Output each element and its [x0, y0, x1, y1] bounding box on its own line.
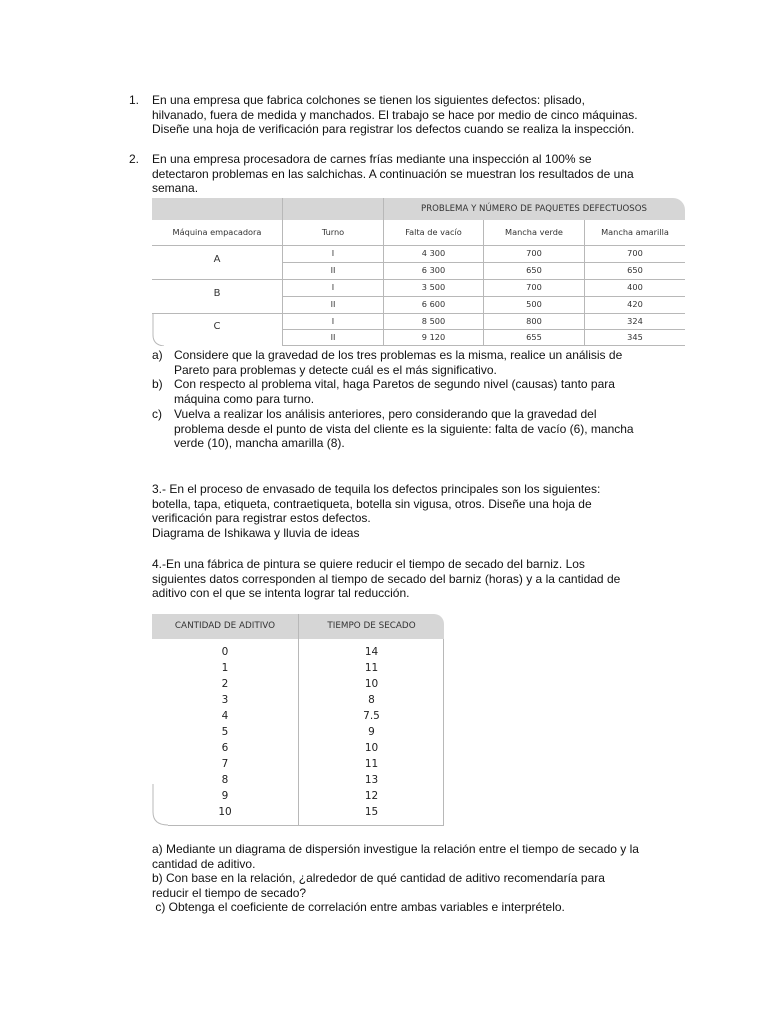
cell-verde: 700	[526, 248, 542, 258]
cell-aditivo: 10	[218, 806, 232, 818]
cell-verde: 500	[526, 299, 542, 309]
q4-parts	[152, 842, 722, 915]
col-header-verde: Mancha verde	[505, 227, 563, 237]
cell-aditivo: 8	[221, 774, 229, 786]
table-corner-decoration	[152, 313, 172, 346]
defects-table	[152, 198, 685, 346]
cell-secado: 10	[364, 678, 379, 690]
table-divider	[152, 313, 685, 314]
cell-aditivo: 7	[221, 758, 229, 770]
q2-subitem-line: verde (10), mancha amarilla (8).	[174, 436, 345, 451]
cell-falta: 6 600	[421, 299, 446, 309]
cell-secado: 15	[364, 806, 379, 818]
q2-subitem-line: problema desde el punto de vista del cliente es la siguiente: falta de vacío (6), mancha	[174, 421, 634, 436]
cell-turno: I	[331, 282, 335, 292]
aditivo-table	[152, 614, 444, 826]
q2-subitem-line: Vuelva a realizar los análisis anteriores, pero considerando que la gravedad del	[174, 407, 597, 421]
q3-line: verificación para registrar estos defectos.	[152, 511, 371, 526]
q1-number: 1.	[129, 93, 140, 107]
q2-line: detectaron problemas en las salchichas. A continuación se muestran los resultados de una	[152, 166, 634, 181]
q4-part-line: cantidad de aditivo.	[152, 856, 256, 871]
cell-amarilla: 420	[627, 299, 643, 309]
q3-line: botella, tapa, etiqueta, contraetiqueta, botella sin vigusa, otros. Diseñe una hoja de	[152, 496, 592, 511]
cell-aditivo: 3	[221, 694, 229, 706]
cell-secado: 7.5	[363, 710, 380, 722]
cell-aditivo: 6	[221, 742, 229, 754]
q2-subitem-label: b)	[152, 377, 163, 391]
cell-amarilla: 400	[627, 282, 643, 292]
cell-secado: 11	[364, 662, 379, 674]
q2-subitem-line: máquina como para turno.	[174, 391, 315, 406]
q4-part-line: c) Obtenga el coeficiente de correlación entre ambas variables e interprételo.	[152, 900, 565, 915]
defects-table-group-header: PROBLEMA Y NÚMERO DE PAQUETES DEFECTUOSOS	[421, 204, 647, 214]
q2-subitem-a	[174, 348, 694, 377]
q3-line: Diagrama de Ishikawa y lluvia de ideas	[152, 525, 360, 540]
q4-part-line: a) Mediante un diagrama de dispersión investigue la relación entre el tiempo de secado y la	[152, 842, 639, 856]
q2-subitem-line: Pareto para problemas y detecte cuál es el más significativo.	[174, 362, 497, 377]
q4-part-line: reducir el tiempo de secado?	[152, 885, 307, 900]
col-header-secado: TIEMPO DE SECADO	[327, 621, 416, 631]
cell-falta: 9 120	[421, 332, 446, 342]
q2-subitem-line: Con respecto al problema vital, haga Paretos de segundo nivel (causas) tanto para	[174, 377, 615, 391]
cell-secado: 14	[364, 646, 379, 658]
q2-line: semana.	[152, 181, 199, 196]
cell-aditivo: 5	[221, 726, 229, 738]
cell-turno: I	[331, 248, 335, 258]
table-divider	[282, 262, 685, 263]
q4-line: siguientes datos corresponden al tiempo de secado del barniz (horas) y a la cantidad de	[152, 571, 621, 586]
q1-line: Diseñe una hoja de verificación para registrar los defectos cuando se realiza la inspección.	[152, 122, 635, 137]
cell-secado: 8	[368, 694, 375, 706]
q4-line: 4.-En una fábrica de pintura se quiere reducir el tiempo de secado del barniz. Los	[152, 557, 585, 571]
cell-secado: 11	[364, 758, 379, 770]
cell-falta: 3 500	[421, 282, 446, 292]
col-header-falta: Falta de vacío	[405, 227, 462, 237]
col-header-aditivo: CANTIDAD DE ADITIVO	[174, 621, 276, 631]
q2-subitem-label: a)	[152, 348, 163, 362]
table-divider	[282, 329, 685, 330]
cell-turno: II	[330, 265, 336, 275]
cell-aditivo: 1	[221, 662, 229, 674]
cell-turno: II	[330, 299, 336, 309]
q4-part-line: b) Con base en la relación, ¿alrededor de qué cantidad de aditivo recomendaría para	[152, 871, 605, 886]
q2-line: En una empresa procesadora de carnes frías mediante una inspección al 100% se	[152, 152, 592, 166]
table-divider	[168, 825, 444, 826]
col-header-turno: Turno	[321, 227, 345, 237]
q1-text	[152, 93, 712, 137]
q1-line: hilvanado, fuera de medida y manchados. El trabajo se hace por medio de cinco máquinas.	[152, 107, 638, 122]
cell-amarilla: 700	[627, 248, 643, 258]
cell-secado: 10	[364, 742, 379, 754]
machine-label: C	[213, 321, 221, 332]
cell-aditivo: 2	[221, 678, 229, 690]
cell-verde: 700	[526, 282, 542, 292]
cell-aditivo: 9	[221, 790, 229, 802]
cell-falta: 8 500	[421, 316, 446, 326]
q2-subitem-line: Considere que la gravedad de los tres problemas es la misma, realice un análisis de	[174, 348, 623, 362]
cell-secado: 12	[364, 790, 379, 802]
q2-subitem-b	[174, 377, 694, 406]
machine-label: A	[213, 254, 221, 265]
cell-aditivo: 0	[221, 646, 229, 658]
cell-turno: II	[330, 332, 336, 342]
cell-verde: 800	[526, 316, 542, 326]
cell-secado: 9	[368, 726, 375, 738]
table-divider	[152, 245, 685, 246]
q3-text	[152, 482, 712, 540]
q2-subitem-label: c)	[152, 407, 162, 421]
cell-amarilla: 324	[627, 316, 643, 326]
col-header-amarilla: Mancha amarilla	[601, 227, 669, 237]
machine-label: B	[213, 288, 221, 299]
cell-verde: 655	[526, 332, 542, 342]
table-divider	[282, 296, 685, 297]
cell-falta: 6 300	[421, 265, 446, 275]
q1-line: En una empresa que fabrica colchones se tienen los siguientes defectos: plisado,	[152, 93, 585, 107]
col-header-machine: Máquina empacadora	[172, 227, 262, 237]
cell-aditivo: 4	[221, 710, 229, 722]
q2-text	[152, 152, 712, 196]
cell-amarilla: 650	[627, 265, 643, 275]
q3-line: 3.- En el proceso de envasado de tequila los defectos principales son los siguientes:	[152, 482, 601, 496]
q2-number: 2.	[129, 152, 140, 166]
cell-falta: 4 300	[421, 248, 446, 258]
table-divider	[282, 345, 685, 346]
cell-amarilla: 345	[627, 332, 643, 342]
cell-secado: 13	[364, 774, 379, 786]
q4-text	[152, 557, 712, 601]
q4-line: aditivo con el que se intenta lograr tal reducción.	[152, 586, 410, 601]
cell-turno: I	[331, 316, 335, 326]
q2-subitem-c	[174, 407, 694, 451]
cell-verde: 650	[526, 265, 542, 275]
table-divider	[152, 279, 685, 280]
